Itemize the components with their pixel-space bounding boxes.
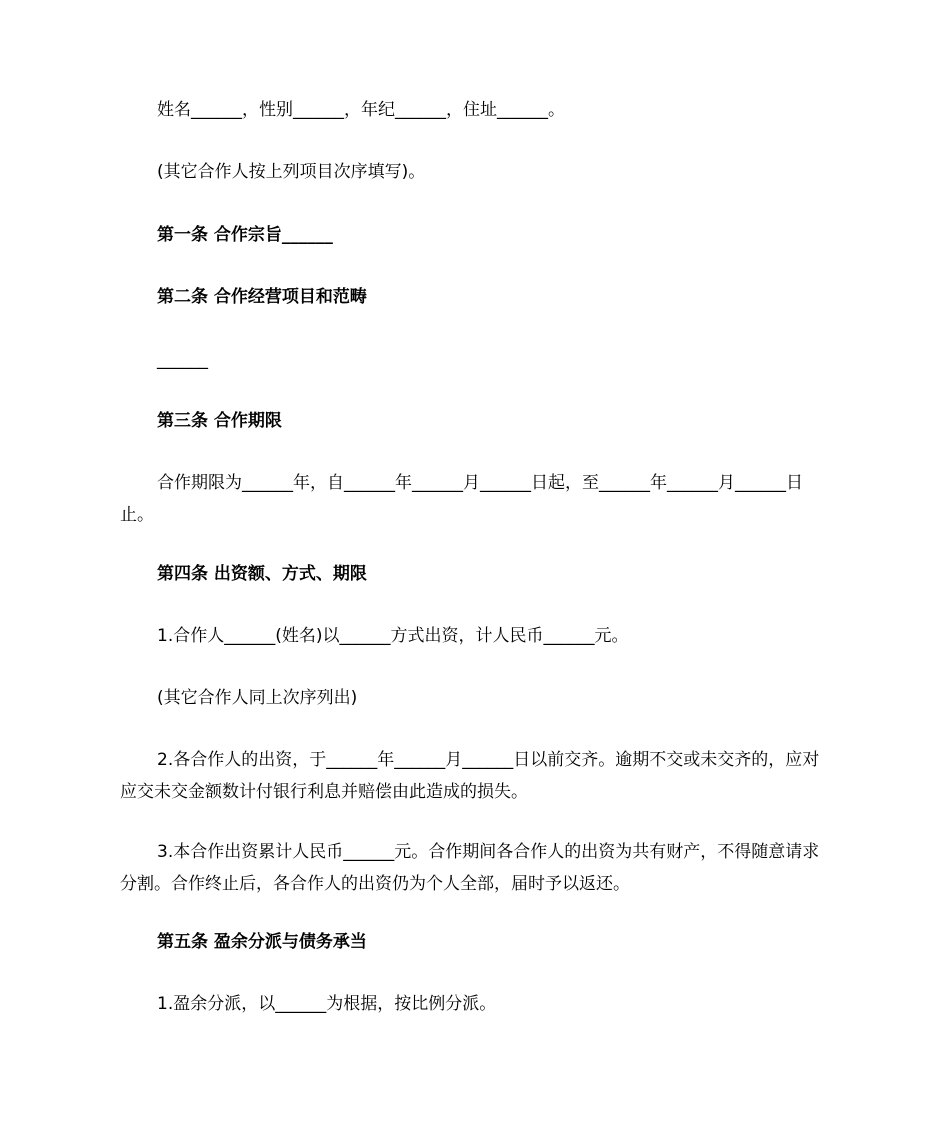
paragraph-profit-distribution: 1.盈余分派，以______为根据，按比例分派。	[157, 994, 497, 1014]
paragraph-contribution-2: 2.各合作人的出资，于______年______月______日以前交齐。逾期不交或未交齐的，应对应交未交金额数计付银行利息并赔偿由此造成的损失。	[120, 750, 820, 802]
heading-article-5: 第五条 盈余分派与债务承当	[157, 932, 367, 952]
heading-article-3: 第三条 合作期限	[157, 411, 282, 431]
paragraph-term: 合作期限为______年，自______年______月______日起，至______年______月______日止。	[120, 473, 803, 525]
paragraph-contribution-3: 3.本合作出资累计人民币______元。合作期间各合作人的出资为共有财产，不得随意请求分割。合作终止后，各合作人的出资仍为个人全部，届时予以返还。	[120, 842, 820, 894]
paragraph-other-partners-note: (其它合作人按上列项目次序填写)。	[157, 162, 426, 182]
heading-article-2: 第二条 合作经营项目和范畴	[157, 287, 367, 307]
paragraph-other-partners-list: (其它合作人同上次序列出)	[157, 688, 358, 708]
paragraph-party-info: 姓名______，性别______，年纪______，住址______。	[157, 100, 565, 120]
paragraph-contribution-1: 1.合作人______(姓名)以______方式出资，计人民币______元。	[157, 626, 629, 646]
heading-article-1: 第一条 合作宗旨______	[157, 225, 333, 245]
paragraph-scope-blank: ______	[157, 350, 208, 370]
heading-article-4: 第四条 出资额、方式、期限	[157, 564, 367, 584]
